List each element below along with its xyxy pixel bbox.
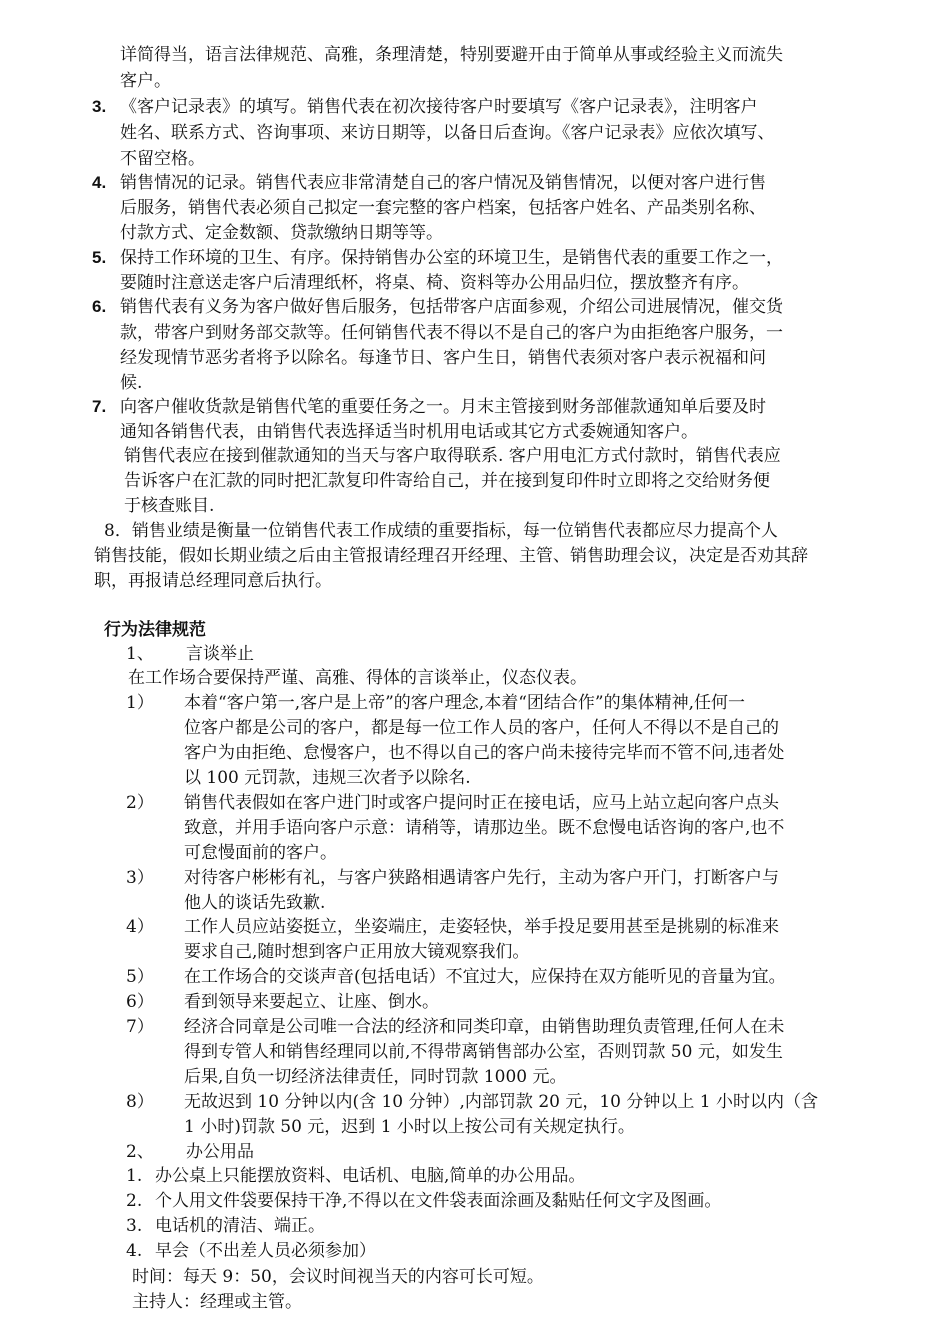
- rule-8-line-2: 销售技能，假如长期业绩之后由主管报请经理召开经理、主管、销售助理会议，决定是否劝其辞: [94, 546, 808, 566]
- item-8-line-1: 无故迟到 10 分钟以内(含 10 分钟）,内部罚款 20 元，10 分钟以上 1 小时以内（含: [184, 1092, 819, 1112]
- rule-8-line-3: 职，再报请总经理同意后执行。: [94, 571, 332, 591]
- item-1-line-2: 位客户都是公司的客户，都是每一位工作人员的客户，任何人不得以不是自己的: [184, 718, 779, 738]
- rule-6-line-1: 销售代表有义务为客户做好售后服务，包括带客户店面参观，介绍公司进展情况，催交货: [120, 297, 783, 317]
- item-7-line-1: 经济合同章是公司唯一合法的经济和同类印章，由销售助理负责管理,任何人在未: [184, 1017, 785, 1037]
- rule-7-line-1: 向客户催收货款是销售代笔的重要任务之一。月末主管接到财务部催款通知单后要及时: [120, 397, 766, 417]
- item-7-line-3: 后果,自负一切经济法律责任，同时罚款 1000 元。: [184, 1067, 567, 1087]
- rule-4-line-2: 后服务，销售代表必须自己拟定一套完整的客户档案，包括客户姓名、产品类别名称、: [120, 198, 766, 218]
- office-item-4-number: 4.: [126, 1241, 143, 1261]
- rule-3-line-3: 不留空格。: [120, 149, 205, 169]
- item-6-marker: 6）: [126, 992, 154, 1012]
- item-6-line-1: 看到领导来要起立、让座、倒水。: [184, 992, 439, 1012]
- item-4-line-1: 工作人员应站姿挺立，坐姿端庄，走姿轻快，举手投足要用甚至是挑剔的标准来: [184, 917, 779, 937]
- office-item-2-number: 2.: [126, 1191, 143, 1211]
- rule-5-line-2: 要随时注意送走客户后清理纸杯，将桌、椅、资料等办公用品归位，摆放整齐有序。: [120, 273, 749, 293]
- rule-7-extra-line-3: 于核查账目.: [124, 496, 215, 516]
- intro-line-1: 详简得当，语言法律规范、高雅，条理清楚，特别要避开由于简单从事或经验主义而流失: [120, 45, 783, 65]
- office-item-1-number: 1.: [126, 1166, 143, 1186]
- meeting-host: 主持人：经理或主管。: [132, 1292, 302, 1312]
- rule-5-number: 5.: [92, 248, 107, 267]
- item-2-line-3: 可怠慢面前的客户。: [184, 843, 337, 863]
- rule-3-line-2: 姓名、联系方式、咨询事项、来访日期等，以备日后查询。《客户记录表》应依次填写、: [120, 123, 775, 143]
- rule-7-number: 7.: [92, 397, 107, 416]
- rule-6-line-2: 款，带客户到财务部交款等。任何销售代表不得以不是自己的客户为由拒绝客户服务，一: [120, 323, 783, 343]
- item-2-line-1: 销售代表假如在客户进门时或客户提问时正在接电话，应马上站立起向客户点头: [184, 793, 779, 813]
- rule-6-line-4: 候.: [120, 373, 143, 393]
- office-item-1-text: 办公桌上只能摆放资料、电话机、电脑,简单的办公用品。: [155, 1166, 586, 1186]
- item-5-marker: 5）: [126, 967, 154, 987]
- rule-6-line-3: 经发现情节恶劣者将予以除名。每逢节日、客户生日，销售代表须对客户表示祝福和问: [120, 348, 766, 368]
- subsection-1-intro: 在工作场合要保持严谨、高雅、得体的言谈举止，仪态仪表。: [128, 668, 587, 688]
- item-1-line-4: 以 100 元罚款，违规三次者予以除名.: [184, 768, 471, 788]
- item-3-line-1: 对待客户彬彬有礼，与客户狭路相遇请客户先行，主动为客户开门，打断客户与: [184, 868, 779, 888]
- office-item-3-number: 3.: [126, 1216, 143, 1236]
- rule-3-number: 3.: [92, 97, 107, 116]
- section-title: 行为法律规范: [104, 620, 206, 640]
- item-2-line-2: 致意，并用手语向客户示意：请稍等，请那边坐。既不怠慢电话咨询的客户,也不: [184, 818, 785, 838]
- item-3-marker: 3）: [126, 868, 154, 888]
- item-4-line-2: 要求自己,随时想到客户正用放大镜观察我们。: [184, 942, 530, 962]
- item-5-line-1: 在工作场合的交谈声音(包括电话）不宜过大，应保持在双方能听见的音量为宜。: [184, 967, 786, 987]
- office-item-4-text: 早会（不出差人员必须参加）: [155, 1241, 376, 1261]
- item-1-marker: 1）: [126, 693, 154, 713]
- rule-4-number: 4.: [92, 173, 107, 192]
- item-8-marker: 8）: [126, 1092, 154, 1112]
- intro-line-2: 客户。: [120, 71, 171, 91]
- rule-4-line-3: 付款方式、定金数额、贷款缴纳日期等等。: [120, 223, 443, 243]
- rule-3-line-1: 《客户记录表》的填写。销售代表在初次接待客户时要填写《客户记录表》，注明客户: [120, 97, 758, 117]
- office-item-3-text: 电话机的清洁、端正。: [155, 1216, 325, 1236]
- subsection-1-number: 1、: [126, 644, 154, 664]
- rule-6-number: 6.: [92, 297, 107, 316]
- rule-8-line-1: 8．销售业绩是衡量一位销售代表工作成绩的重要指标，每一位销售代表都应尽力提高个人: [104, 521, 778, 541]
- rule-7-extra-line-2: 告诉客户在汇款的同时把汇款复印件寄给自己，并在接到复印件时立即将之交给财务便: [124, 471, 770, 491]
- item-1-line-3: 客户为由拒绝、怠慢客户，也不得以自己的客户尚未接待完毕而不管不问,违者处: [184, 743, 785, 763]
- subsection-2-number: 2、: [126, 1142, 154, 1162]
- item-7-marker: 7）: [126, 1017, 154, 1037]
- item-8-line-2: 1 小时)罚款 50 元，迟到 1 小时以上按公司有关规定执行。: [184, 1117, 635, 1137]
- office-item-2-text: 个人用文件袋要保持干净,不得以在文件袋表面涂画及黏贴任何文字及图画。: [155, 1191, 722, 1211]
- rule-7-extra-line-1: 销售代表应在接到催款通知的当天与客户取得联系. 客户用电汇方式付款时，销售代表应: [124, 446, 781, 466]
- item-7-line-2: 得到专管人和销售经理同以前,不得带离销售部办公室，否则罚款 50 元，如发生: [184, 1042, 783, 1062]
- item-1-line-1: 本着“客户第一,客户是上帝”的客户理念,本着“团结合作”的集体精神,任何一: [184, 693, 745, 713]
- subsection-2-title: 办公用品: [186, 1142, 254, 1162]
- item-4-marker: 4）: [126, 917, 154, 937]
- item-3-line-2: 他人的谈话先致歉.: [184, 893, 326, 913]
- meeting-time: 时间：每天 9：50，会议时间视当天的内容可长可短。: [132, 1267, 544, 1287]
- rule-7-line-2: 通知各销售代表，由销售代表选择适当时机用电话或其它方式委婉通知客户。: [120, 422, 698, 442]
- rule-4-line-1: 销售情况的记录。销售代表应非常清楚自己的客户情况及销售情况，以便对客户进行售: [120, 173, 766, 193]
- rule-5-line-1: 保持工作环境的卫生、有序。保持销售办公室的环境卫生，是销售代表的重要工作之一，: [120, 248, 783, 268]
- item-2-marker: 2）: [126, 793, 154, 813]
- subsection-1-title: 言谈举止: [186, 644, 254, 664]
